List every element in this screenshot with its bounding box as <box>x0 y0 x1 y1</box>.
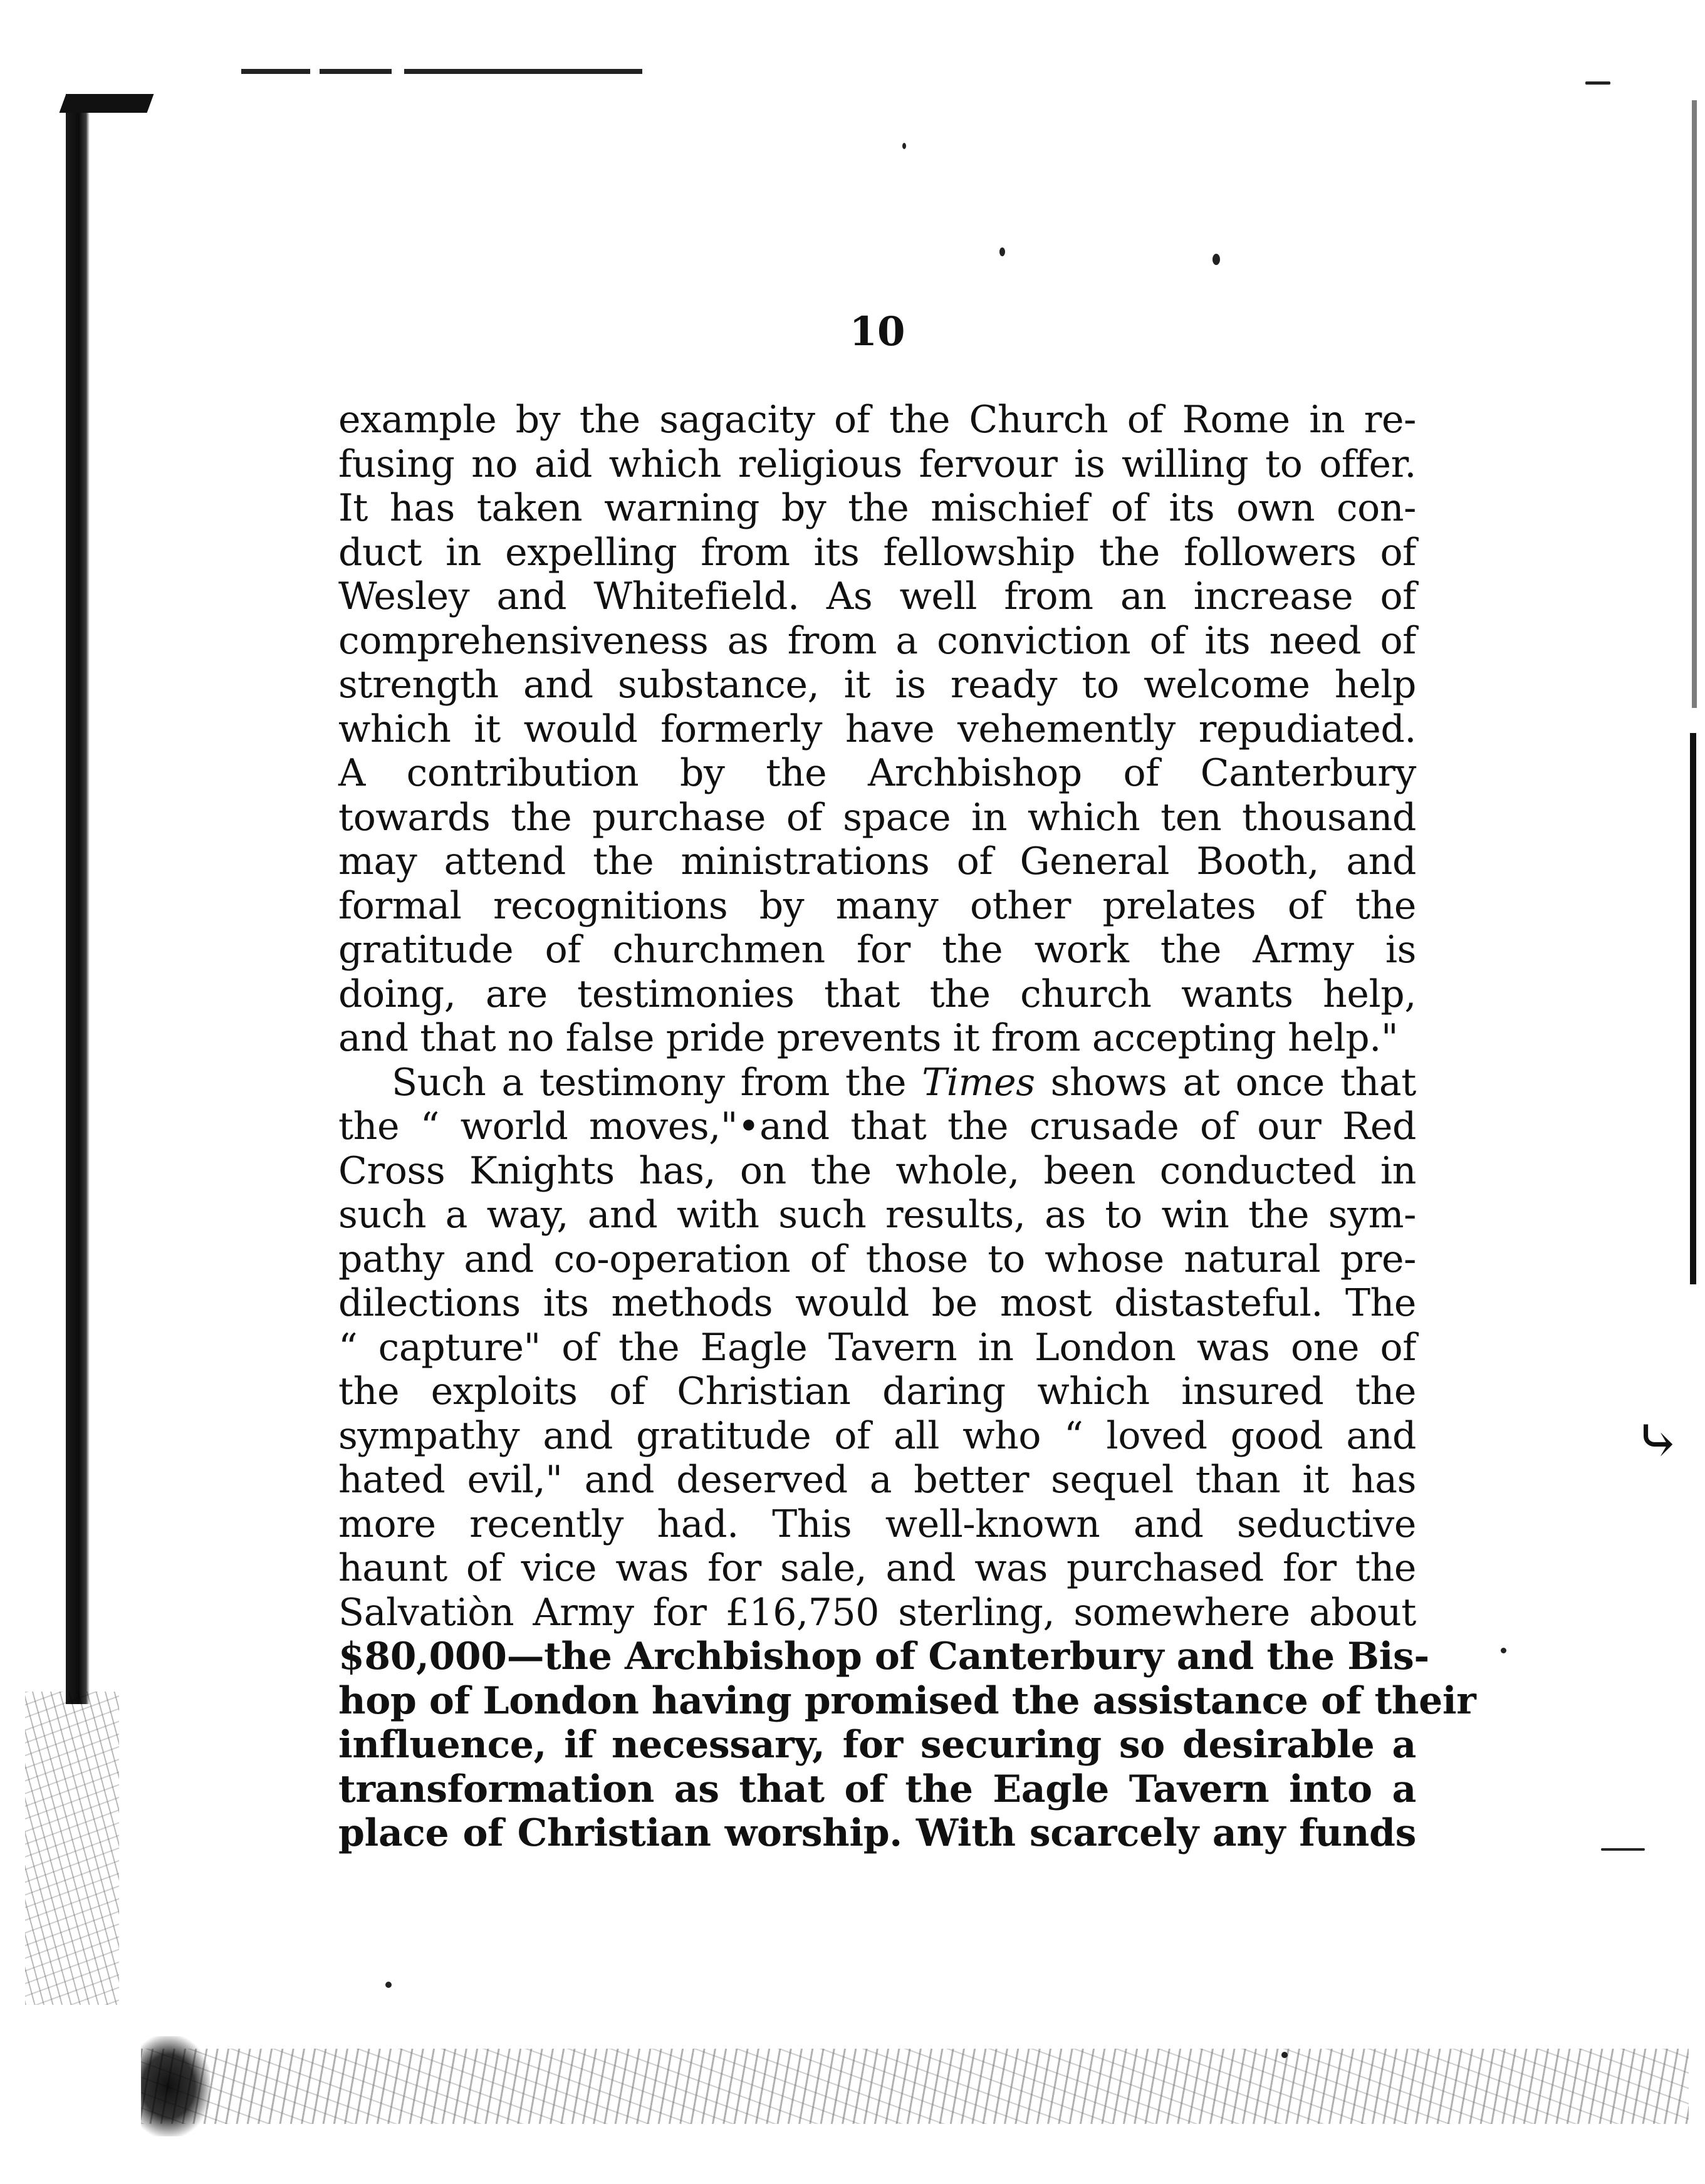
text-line: formal recognitions by many other prelates of the <box>338 883 1416 928</box>
text-run: Such a testimony from the <box>392 1060 922 1105</box>
text-line: may attend the ministrations of General Booth, and <box>338 840 1416 883</box>
text-line: A contribution by the Archbishop of Canterbury <box>338 751 1416 795</box>
left-scan-noise <box>25 1692 119 2005</box>
text-line: and that no false pride prevents it from accepting help." <box>338 1016 1399 1060</box>
scan-speck <box>1601 1848 1645 1851</box>
italic-title-times: Times <box>922 1060 1035 1105</box>
text-line: $80,000—the Archbishop of Canterbury and the Bis- <box>338 1635 1429 1678</box>
text-line-with-italic <box>338 1061 1416 1105</box>
text-line: It has taken warning by the mischief of its own con- <box>338 486 1416 530</box>
text-line: place of Christian worship. With scarcely any funds <box>338 1811 1416 1855</box>
scan-speck <box>1212 254 1220 265</box>
text-line: Cross Knights has, on the whole, been conducted in <box>338 1148 1416 1193</box>
left-binding-shadow <box>66 94 90 1704</box>
text-line: comprehensiveness as from a conviction of its need of <box>338 618 1416 663</box>
text-line: transformation as that of the Eagle Tavern into a <box>338 1767 1416 1811</box>
text-line: hated evil," and deserved a better sequel than it has <box>338 1458 1416 1502</box>
scan-speck <box>1501 1648 1506 1653</box>
text-line: hop of London having promised the assistance of their <box>338 1678 1476 1723</box>
text-line: Salvatiòn Army for £16,750 sterling, somewhere about <box>338 1590 1416 1635</box>
text-line: example by the sagacity of the Church of Rome in re- <box>338 398 1416 442</box>
text-line: haunt of vice was for sale, and was purchased for the <box>338 1546 1416 1590</box>
text-line: the “ world moves,"•and that the crusade of our Red <box>338 1105 1416 1148</box>
scan-speck <box>902 143 906 149</box>
text-line: towards the purchase of space in which ten thousand <box>338 795 1416 840</box>
text-line: duct in expelling from its fellowship the followers of <box>338 530 1416 575</box>
text-line: “ capture" of the Eagle Tavern in London was one of <box>338 1325 1416 1370</box>
text-run: shows at once that <box>1035 1060 1416 1105</box>
text-line: fusing no aid which religious fervour is willing to offer. <box>338 442 1416 486</box>
text-line: sympathy and gratitude of all who “ loved good and <box>338 1413 1416 1458</box>
text-line: influence, if necessary, for securing so desirable a <box>338 1723 1416 1767</box>
top-scan-marks <box>241 69 642 74</box>
page-number: 10 <box>849 308 905 355</box>
text-line: dilections its methods would be most distasteful. The <box>338 1281 1416 1325</box>
text-line: Wesley and Whitefield. As well from an increase of <box>338 575 1416 618</box>
right-edge-line-lower <box>1690 733 1696 1284</box>
text-line: the exploits of Christian daring which insured the <box>338 1370 1416 1413</box>
margin-mark: ⤷ <box>1634 1408 1682 1474</box>
scan-speck <box>999 247 1005 256</box>
text-line: strength and substance, it is ready to welcome help <box>338 663 1416 707</box>
scan-speck <box>1585 81 1610 85</box>
paragraph-2 <box>338 1060 1476 1856</box>
left-binding-shadow-top <box>60 94 154 113</box>
text-line: doing, are testimonies that the church wants help, <box>338 972 1416 1016</box>
text-line: more recently had. This well-known and seductive <box>338 1502 1416 1546</box>
paragraph-1 <box>338 398 1416 1061</box>
scan-speck <box>1281 2052 1288 2058</box>
right-edge-line-upper <box>1692 100 1697 708</box>
scan-speck <box>385 1982 392 1988</box>
body-text <box>338 398 1476 1856</box>
bottom-scan-noise <box>141 2049 1689 2124</box>
text-line: such a way, and with such results, as to win the sym- <box>338 1193 1416 1237</box>
text-line: gratitude of churchmen for the work the Army is <box>338 928 1416 972</box>
text-line: pathy and co-operation of those to whose natural pre- <box>338 1237 1416 1281</box>
text-line: which it would formerly have vehemently repudiated. <box>338 707 1416 751</box>
